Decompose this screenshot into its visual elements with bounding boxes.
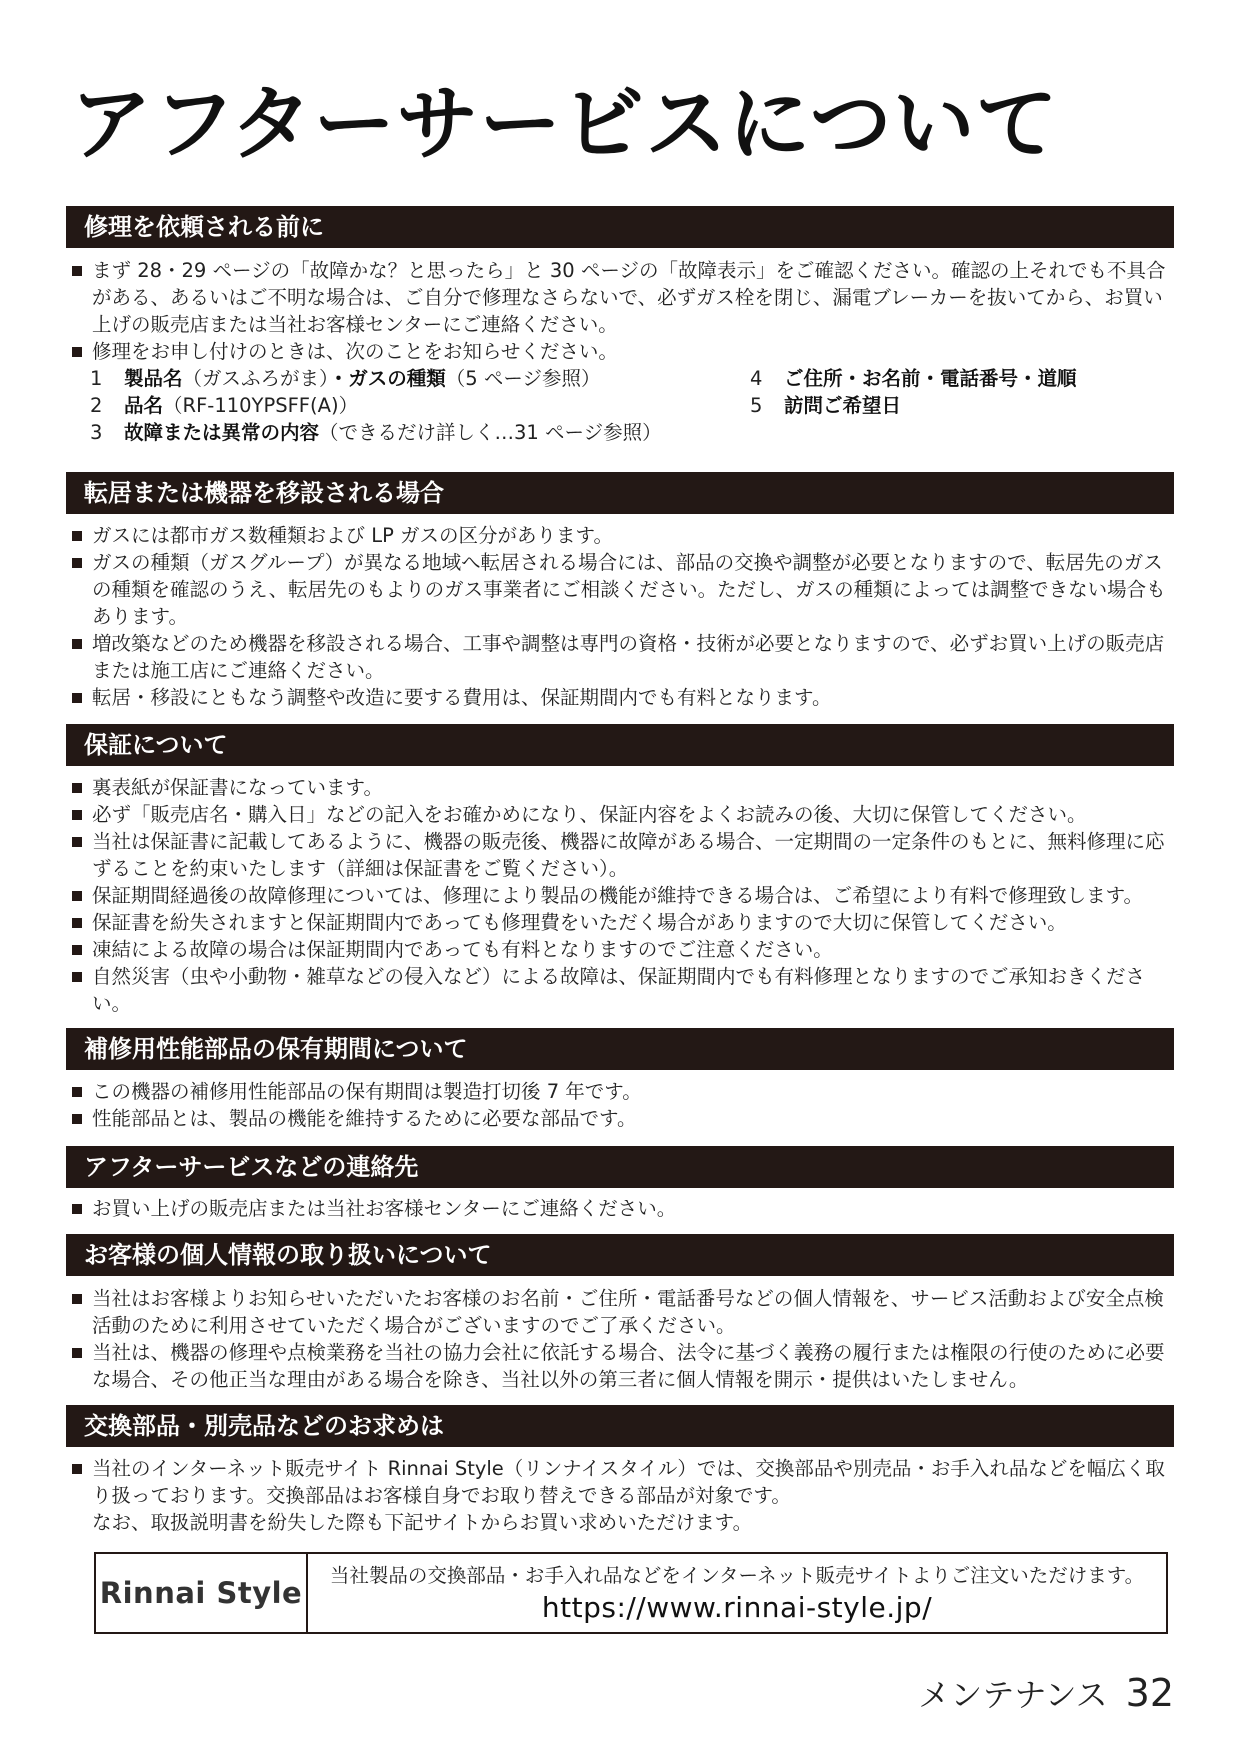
parts-order-list [70, 1455, 1174, 1536]
list-item: この機器の補修用性能部品の保有期間は製造打切後 7 年です。 [70, 1078, 1174, 1105]
store-description: 当社製品の交換部品・お手入れ品などをインターネット販売サイトよりご注文いただけます。 [329, 1564, 1145, 1587]
list-item: なお、取扱説明書を紛失した際も下記サイトからお買い求めいただけます。 [92, 1511, 753, 1534]
list-item: 1 製品名（ガスふろがま）・ガスの種類（5 ページ参照） [90, 367, 601, 390]
section-heading-contact: アフターサービスなどの連絡先 [66, 1146, 1174, 1188]
store-url-link[interactable]: https://www.rinnai-style.jp/ [541, 1591, 933, 1624]
list-item: 2 品名（RF-110YPSFF(A)） [90, 394, 359, 417]
list-item: 凍結による故障の場合は保証期間内であっても有料となりますのでご注意ください。 [70, 936, 1174, 963]
list-item: ガスには都市ガス数種類および LP ガスの区分があります。 [70, 522, 1174, 549]
relocation-list [70, 522, 1174, 711]
warranty-list [70, 774, 1174, 1017]
page-number: 32 [1125, 1671, 1174, 1715]
list-item: 当社は保証書に記載してあるように、機器の販売後、機器に故障がある場合、一定期間の一定条件のもとに、無料修理に応ずることを約束いたします（詳細は保証書をご覧ください）。 [70, 828, 1174, 882]
list-item: 裏表紙が保証書になっています。 [70, 774, 1174, 801]
section-heading-parts-order: 交換部品・別売品などのお求めは [66, 1405, 1174, 1447]
store-name: Rinnai Style [96, 1554, 308, 1632]
page-footer [918, 1670, 1174, 1716]
list-item: 4 ご住所・お名前・電話番号・道順 [750, 367, 1077, 390]
contact-list [70, 1195, 1174, 1222]
list-item: 保証書を紛失されますと保証期間内であっても修理費をいただく場合がありますので大切に保管してください。 [70, 909, 1174, 936]
section-heading-privacy: お客様の個人情報の取り扱いについて [66, 1234, 1174, 1276]
repair-info-list-left [90, 365, 662, 446]
list-item: 当社のインターネット販売サイト Rinnai Style（リンナイスタイル）では、交換部品や別売品・お手入れ品などを幅広く取り扱っております。交換部品はお客様自身でお取り替えできる部品が対象です。 [70, 1455, 1174, 1509]
section-heading-warranty: 保証について [66, 724, 1174, 766]
parts-retention-list [70, 1078, 1174, 1132]
repair-info-list-right [750, 365, 1077, 419]
section-heading-parts-retention: 補修用性能部品の保有期間について [66, 1028, 1174, 1070]
list-item: 当社はお客様よりお知らせいただいたお客様のお名前・ご住所・電話番号などの個人情報を、サービス活動および安全点検活動のために利用させていただく場合がございますのでご了承ください。 [70, 1285, 1174, 1339]
list-item: 増改築などのため機器を移設される場合、工事や調整は専門の資格・技術が必要となりますので、必ずお買い上げの販売店または施工店にご連絡ください。 [70, 630, 1174, 684]
list-item: 自然災害（虫や小動物・雑草などの侵入など）による故障は、保証期間内でも有料修理となりますのでご承知おきください。 [70, 963, 1174, 1017]
list-item: 修理をお申し付けのときは、次のことをお知らせください。 [70, 338, 1174, 365]
list-item: まず 28・29 ページの「故障かな？と思ったら」と 30 ページの「故障表示」をご確認ください。確認の上それでも不具合がある、あるいはご不明な場合は、ご自分で修理なさらないで、必ずガス栓を閉じ、漏電ブレーカーを抜いてから、お買い上げの販売店または当社お客様センターにご連絡ください。 [70, 257, 1174, 338]
page-title: アフターサービスについて [70, 77, 1059, 172]
section-heading-relocation: 転居または機器を移設される場合 [66, 472, 1174, 514]
list-item: 当社は、機器の修理や点検業務を当社の協力会社に依託する場合、法令に基づく義務の履行または権限の行使のために必要な場合、その他正当な理由がある場合を除き、当社以外の第三者に個人情報を開示・提供はいたしません。 [70, 1339, 1174, 1393]
privacy-list [70, 1285, 1174, 1393]
store-box [94, 1552, 1168, 1634]
list-item: 5 訪問ご希望日 [750, 394, 902, 417]
list-item: 保証期間経過後の故障修理については、修理により製品の機能が維持できる場合は、ご希望により有料で修理致します。 [70, 882, 1174, 909]
store-info [308, 1554, 1166, 1632]
list-item: 転居・移設にともなう調整や改造に要する費用は、保証期間内でも有料となります。 [70, 684, 1174, 711]
footer-section-label: メンテナンス [918, 1676, 1108, 1714]
before-repair-list [70, 257, 1174, 365]
list-item: お買い上げの販売店または当社お客様センターにご連絡ください。 [70, 1195, 1174, 1222]
list-item: 必ず「販売店名・購入日」などの記入をお確かめになり、保証内容をよくお読みの後、大切に保管してください。 [70, 801, 1174, 828]
list-item: ガスの種類（ガスグループ）が異なる地域へ転居される場合には、部品の交換や調整が必要となりますので、転居先のガスの種類を確認のうえ、転居先のもよりのガス事業者にご相談ください。ただし、ガスの種類によっては調整できない場合もあります。 [70, 549, 1174, 630]
list-item: 3 故障または異常の内容（できるだけ詳しく…31 ページ参照） [90, 421, 662, 444]
section-heading-before-repair: 修理を依頼される前に [66, 206, 1174, 248]
list-item: 性能部品とは、製品の機能を維持するために必要な部品です。 [70, 1105, 1174, 1132]
